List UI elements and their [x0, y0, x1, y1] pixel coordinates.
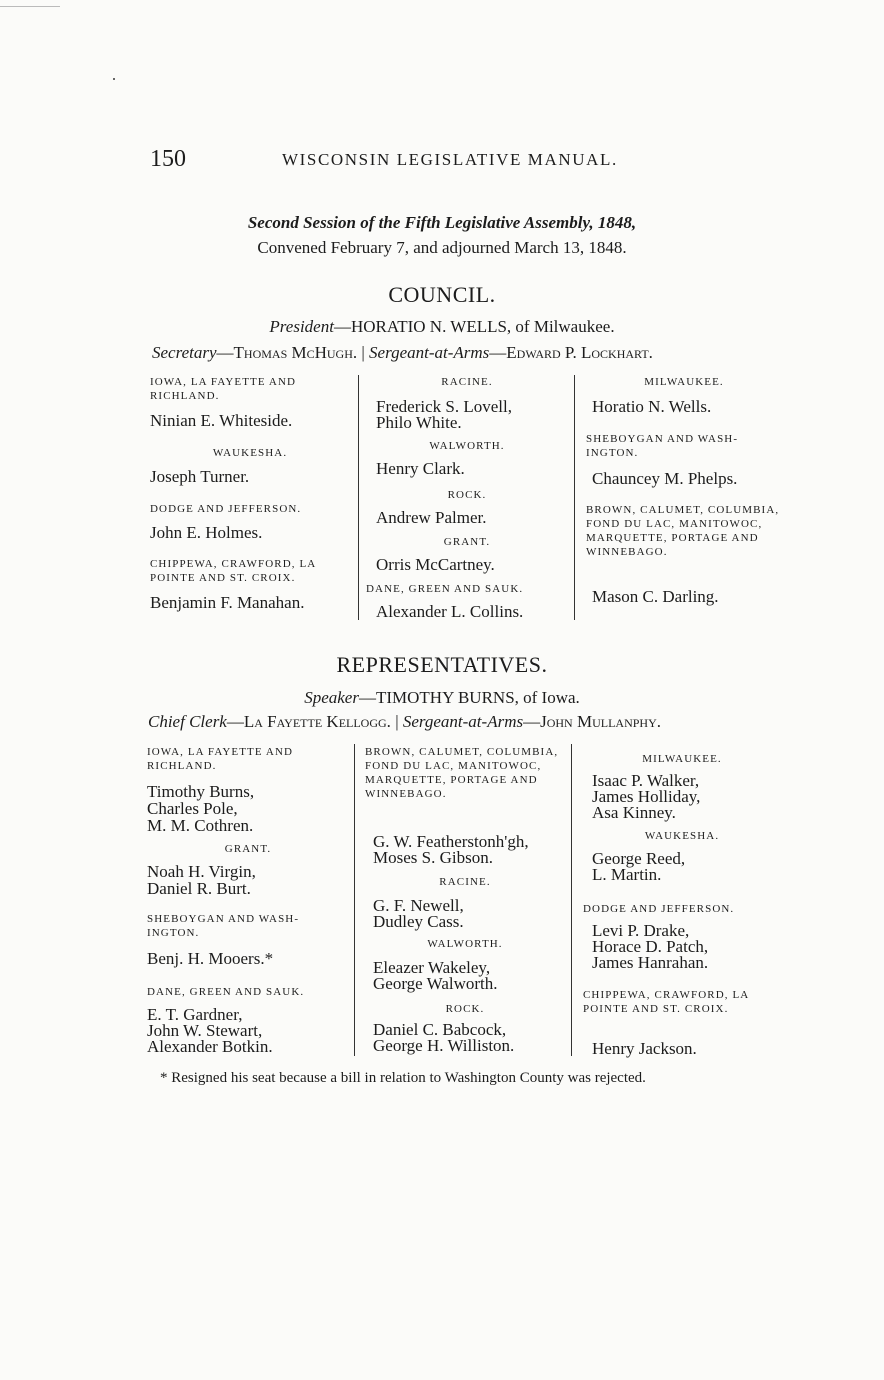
district-label: DODGE AND JEFFERSON. — [583, 903, 735, 915]
member-name: G. W. Featherstonh'gh, — [373, 832, 529, 851]
member-name: Orris McCartney. — [376, 555, 495, 574]
member-name: Henry Jackson. — [592, 1039, 697, 1058]
district-label: MILWAUKEE. — [644, 376, 724, 388]
district-label: WAUKESHA. — [212, 447, 288, 459]
member-name: George Walworth. — [373, 974, 498, 993]
member-name: Noah H. Virgin, — [147, 862, 256, 881]
member-name: Henry Clark. — [376, 459, 465, 478]
member-name: Dudley Cass. — [373, 912, 464, 931]
representatives-heading: REPRESENTATIVES. — [336, 652, 548, 677]
president-text: —HORATIO N. WELLS, of Milwaukee. — [333, 317, 615, 336]
speaker-text: —TIMOTHY BURNS, of Iowa. — [358, 688, 580, 707]
district-label: IOWA, LA FAYETTE AND RICHLAND. — [150, 376, 297, 402]
member-name: Horace D. Patch, — [592, 937, 709, 956]
footnote: * Resigned his seat because a bill in relation to Washington County was rejected. — [160, 1070, 646, 1086]
member-name: G. F. Newell, — [373, 896, 464, 915]
member-name: Daniel R. Burt. — [147, 879, 251, 898]
member-name: M. M. Cothren. — [147, 816, 254, 835]
council-heading: COUNCIL. — [388, 282, 496, 307]
session-title: Second Session of the Fifth Legislative Assembly, 1848, — [247, 213, 637, 232]
district-label: ROCK. — [445, 1003, 485, 1015]
member-name: Alexander Botkin. — [147, 1037, 273, 1056]
member-name: George Reed, — [592, 849, 686, 868]
member-name: Benjamin F. Manahan. — [150, 593, 305, 612]
member-name: Moses S. Gibson. — [373, 848, 493, 867]
member-name: James Holliday, — [592, 787, 701, 806]
district-label: BROWN, CALUMET, COLUMBIA, FOND DU LAC, MANITOWOC, MARQUETTE, PORTAGE AND WINNEBAGO. — [365, 746, 559, 800]
council-officers-line — [152, 343, 653, 363]
officer-separator: | — [361, 343, 365, 362]
session-subtitle: Convened February 7, and adjourned March 13, 1848. — [257, 238, 627, 257]
member-name: Mason C. Darling. — [592, 587, 719, 606]
scan-mark — [0, 6, 60, 7]
member-name: Benj. H. Mooers.* — [147, 949, 274, 968]
member-name: Horatio N. Wells. — [592, 397, 712, 416]
member-name: Isaac P. Walker, — [592, 771, 700, 790]
member-name: Joseph Turner. — [150, 467, 250, 486]
district-label: WALWORTH. — [429, 440, 505, 452]
member-name: John W. Stewart, — [147, 1021, 263, 1040]
member-name: Daniel C. Babcock, — [373, 1020, 507, 1039]
council-president-line — [0, 317, 884, 337]
member-name: Charles Pole, — [147, 799, 238, 818]
district-label: MILWAUKEE. — [642, 753, 722, 765]
member-name: James Hanrahan. — [592, 953, 709, 972]
district-label: WALWORTH. — [427, 938, 503, 950]
district-label: SHEBOYGAN AND WASH-INGTON. — [147, 913, 300, 939]
speaker-line — [0, 688, 884, 708]
scan-mark — [113, 78, 115, 80]
president-label: President — [269, 317, 334, 336]
member-name: George H. Williston. — [373, 1036, 515, 1055]
member-name: Ninian E. Whiteside. — [150, 411, 293, 430]
district-label: GRANT. — [443, 536, 491, 548]
member-name: Andrew Palmer. — [376, 508, 487, 527]
member-name: Eleazer Wakeley, — [373, 958, 491, 977]
district-label: RACINE. — [439, 876, 491, 888]
member-name: Asa Kinney. — [592, 803, 676, 822]
page-number: 150 — [150, 146, 186, 172]
secretary-label: Secretary — [152, 343, 217, 362]
sergeant-label: Sergeant-at-Arms — [369, 343, 490, 362]
sergeant-name: —John Mullanphy. — [523, 712, 661, 731]
speaker-label: Speaker — [304, 688, 359, 707]
district-label: DANE, GREEN AND SAUK. — [147, 986, 305, 998]
district-label: WAUKESHA. — [644, 830, 720, 842]
member-name: E. T. Gardner, — [147, 1005, 243, 1024]
district-label: DANE, GREEN AND SAUK. — [366, 583, 524, 595]
district-label: DODGE AND JEFFERSON. — [150, 503, 302, 515]
district-label: RACINE. — [441, 376, 493, 388]
district-label: ROCK. — [447, 489, 487, 501]
district-label: CHIPPEWA, CRAWFORD, LA POINTE AND ST. CROIX. — [583, 989, 749, 1015]
district-label: IOWA, LA FAYETTE AND RICHLAND. — [147, 746, 294, 772]
member-name: Alexander L. Collins. — [376, 602, 524, 621]
member-name: Chauncey M. Phelps. — [592, 469, 738, 488]
member-name: Levi P. Drake, — [592, 921, 690, 940]
column-rule — [358, 375, 359, 620]
clerk-label: Chief Clerk — [148, 712, 227, 731]
representatives-officers-line — [148, 712, 661, 732]
sergeant-name: —Edward P. Lockhart. — [489, 343, 653, 362]
sergeant-label: Sergeant-at-Arms — [402, 712, 524, 731]
district-label: SHEBOYGAN AND WASH-INGTON. — [586, 433, 739, 459]
member-name: Timothy Burns, — [147, 782, 255, 801]
member-name: Frederick S. Lovell, — [376, 397, 512, 416]
column-rule — [354, 744, 355, 1056]
clerk-name: —La Fayette Kellogg. — [226, 712, 391, 731]
member-name: L. Martin. — [592, 865, 662, 884]
running-title: WISCONSIN LEGISLATIVE MANUAL. — [282, 150, 618, 169]
district-label: BROWN, CALUMET, COLUMBIA, FOND DU LAC, MANITOWOC, MARQUETTE, PORTAGE AND WINNEBAGO. — [586, 504, 780, 558]
district-label: CHIPPEWA, CRAWFORD, LA POINTE AND ST. CROIX. — [150, 558, 316, 584]
column-rule — [571, 744, 572, 1056]
district-label: GRANT. — [224, 843, 272, 855]
member-name: Philo White. — [376, 413, 462, 432]
secretary-name: —Thomas McHugh. — [216, 343, 358, 362]
member-name: John E. Holmes. — [150, 523, 263, 542]
officer-separator: | — [395, 712, 399, 731]
